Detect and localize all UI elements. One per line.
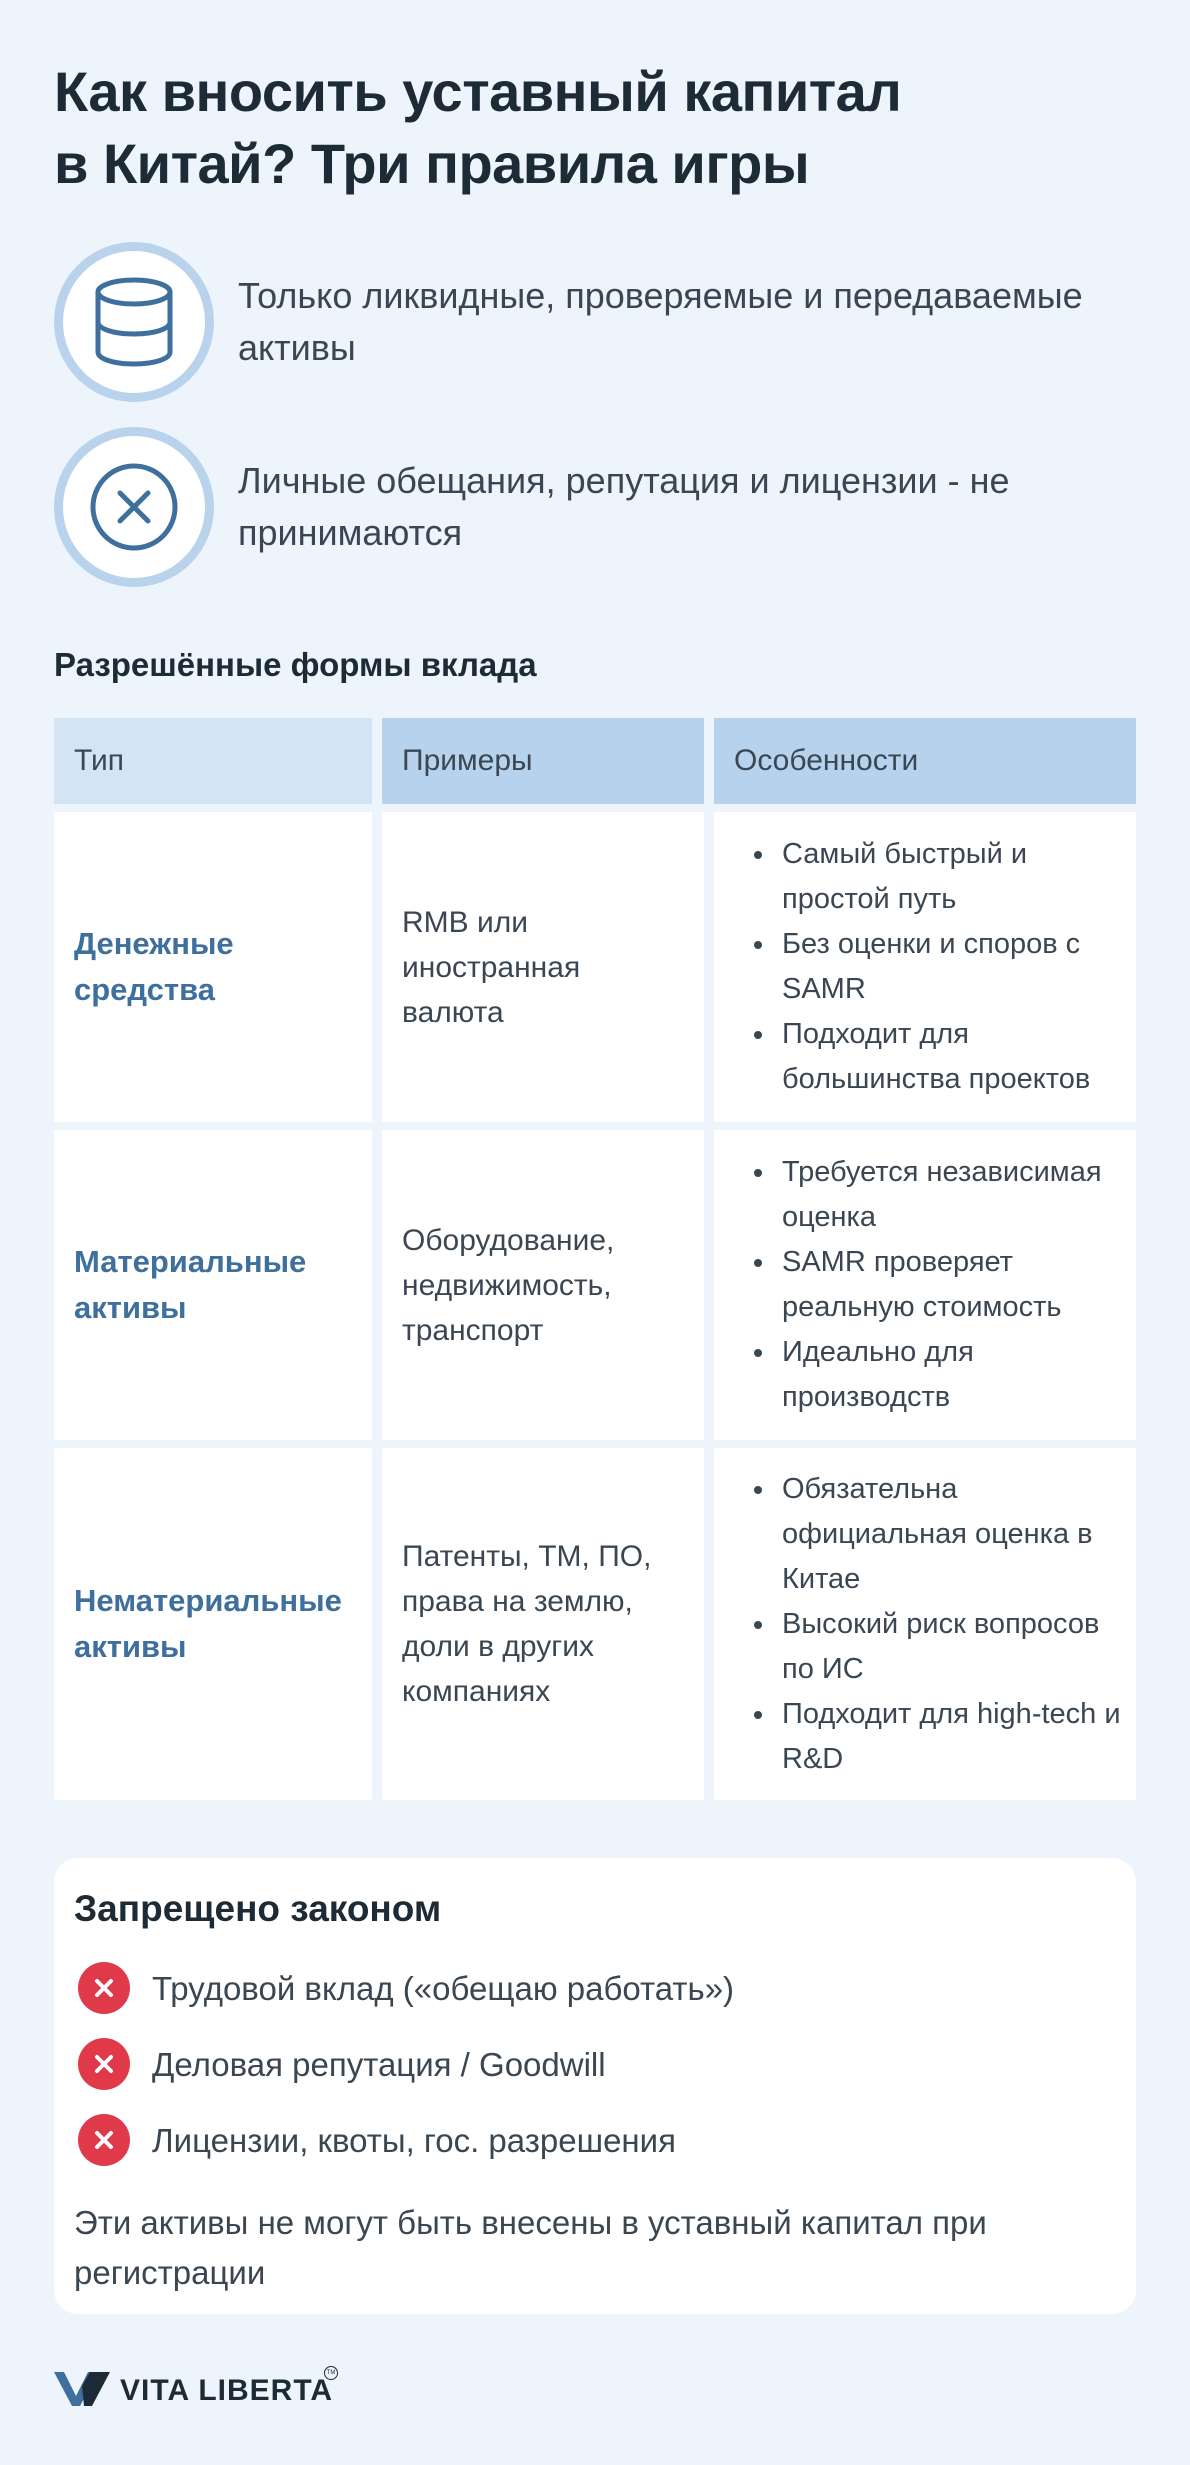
page-title: [54, 56, 1054, 200]
type-cell: [54, 1130, 372, 1440]
database-icon: [92, 276, 176, 368]
section-title: Разрешённые формы вклада: [54, 646, 537, 683]
features-list: [744, 1467, 1122, 1782]
features-list: [744, 1150, 1122, 1420]
type-label: Материальные активы: [74, 1244, 307, 1325]
brand-logo: [54, 2366, 374, 2412]
examples-text: RMB или иностранная валюта: [402, 905, 581, 1029]
x-circle-icon: [78, 2038, 130, 2090]
examples-text: Патенты, ТМ, ПО, права на землю, доли в других компаниях: [402, 1540, 652, 1708]
type-label: Денежные средства: [74, 926, 234, 1007]
column-header-type: Тип: [54, 718, 372, 804]
feature-item: Подходит для большинства проектов: [744, 1012, 1122, 1102]
features-cell: [714, 812, 1136, 1122]
type-cell: [54, 1448, 372, 1800]
type-label: Нематериальные активы: [74, 1583, 342, 1664]
page-title-line-1: Как вносить уставный капитал: [54, 60, 902, 123]
table-header: [54, 718, 1136, 804]
table-row: [54, 1448, 1136, 1800]
x-circle-icon: [78, 1962, 130, 2014]
trademark-mark: [324, 2366, 338, 2380]
type-cell: [54, 812, 372, 1122]
brand-name: VITA LIBERTA: [120, 2374, 334, 2407]
feature-item: Самый быстрый и простой путь: [744, 832, 1122, 922]
contribution-forms-table: [54, 718, 1136, 1800]
examples-cell: [382, 812, 704, 1122]
forbidden-item-text: Лицензии, квоты, гос. разрешения: [152, 2122, 676, 2159]
forbidden-card: [54, 1858, 1136, 2314]
forbidden-item: [78, 1962, 1118, 2014]
page-title-line-2: в Китай? Три правила игры: [54, 132, 810, 195]
forbidden-title: Запрещено законом: [74, 1888, 442, 1929]
trademark-text: TM: [326, 2370, 336, 2376]
rule-icon-circle: [54, 242, 214, 402]
forbidden-item: [78, 2114, 1118, 2166]
rule-liquid-assets: [54, 242, 1134, 402]
feature-item: Подходит для high-tech и R&D: [744, 1692, 1122, 1782]
rule-not-accepted: [54, 427, 1134, 587]
feature-item: Требуется независимая оценка: [744, 1150, 1122, 1240]
table-row: [54, 812, 1136, 1122]
rule-text: Личные обещания, репутация и лицензии - не принимаются: [238, 460, 1010, 553]
features-cell: [714, 1130, 1136, 1440]
table-row: [54, 1130, 1136, 1440]
x-circle-icon: [78, 2114, 130, 2166]
feature-item: Обязательна официальная оценка в Китае: [744, 1467, 1122, 1602]
vita-liberta-logo-icon: [54, 2370, 110, 2408]
feature-item: Идеально для производств: [744, 1330, 1122, 1420]
features-list: [744, 832, 1122, 1102]
forbidden-item: [78, 2038, 1118, 2090]
examples-text: Оборудование, недвижимость, транспорт: [402, 1223, 615, 1347]
rule-icon-circle: [54, 427, 214, 587]
rule-text: Только ликвидные, проверяемые и передаваемые активы: [238, 275, 1083, 368]
cross-circle-icon: [88, 461, 180, 553]
forbidden-item-text: Трудовой вклад («обещаю работать»): [152, 1970, 735, 2007]
examples-cell: [382, 1448, 704, 1800]
features-cell: [714, 1448, 1136, 1800]
column-header-examples: Примеры: [382, 718, 704, 804]
feature-item: SAMR проверяет реальную стоимость: [744, 1240, 1122, 1330]
forbidden-note: Эти активы не могут быть внесены в уставный капитал при регистрации: [74, 2204, 987, 2291]
feature-item: Высокий риск вопросов по ИС: [744, 1602, 1122, 1692]
examples-cell: [382, 1130, 704, 1440]
feature-item: Без оценки и споров с SAMR: [744, 922, 1122, 1012]
column-header-features: Особенности: [714, 718, 1136, 804]
forbidden-item-text: Деловая репутация / Goodwill: [152, 2046, 606, 2083]
